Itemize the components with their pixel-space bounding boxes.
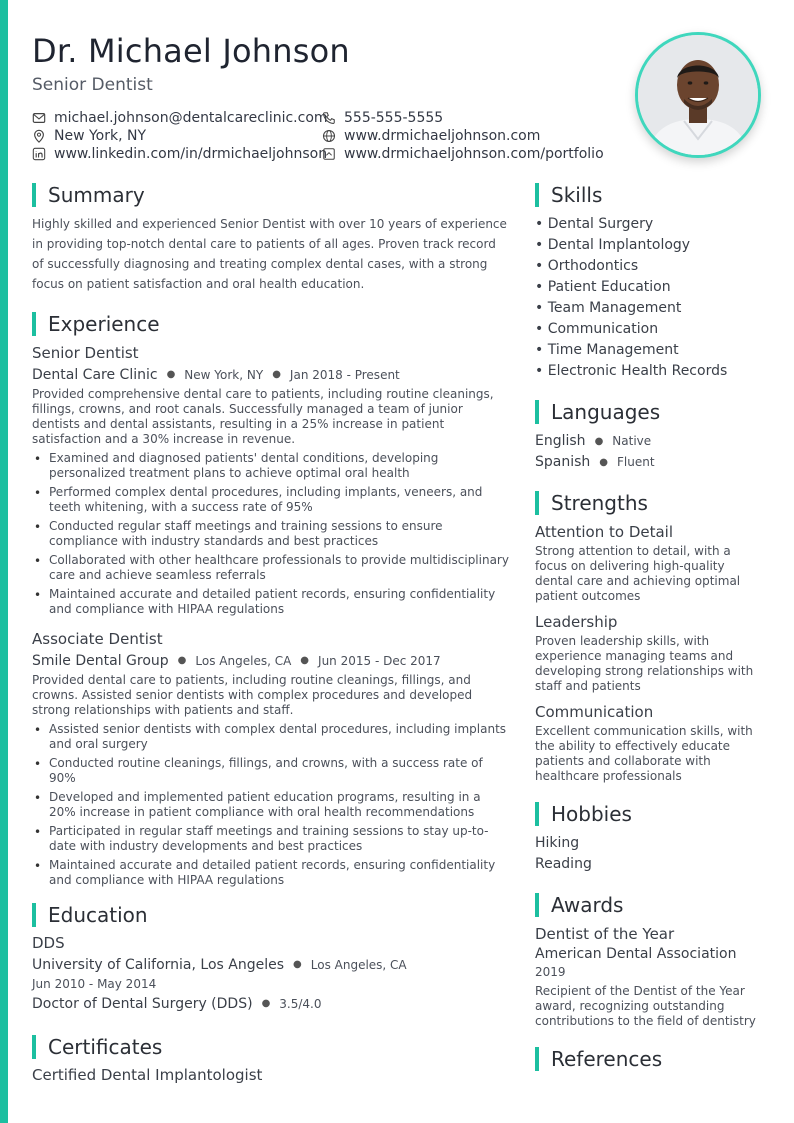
job-company: Smile Dental Group: [32, 652, 169, 669]
summary-title: Summary: [48, 183, 145, 207]
strength-item: [535, 702, 765, 784]
language-level: Fluent: [617, 455, 655, 469]
contact-list: [32, 109, 612, 162]
phone-icon: [322, 111, 336, 125]
heading-accent: [535, 183, 539, 207]
contact-location: [32, 127, 322, 144]
linkedin-text: www.linkedin.com/in/drmichaeljohnson: [54, 145, 328, 162]
heading-accent: [32, 1035, 36, 1059]
portfolio-icon: [322, 147, 336, 161]
heading-accent: [535, 491, 539, 515]
list-item: • Examined and diagnosed patients' dental conditions, developing personalized treatment plans to achieve optimal oral health: [32, 451, 510, 481]
portfolio-text: www.drmichaeljohnson.com/portfolio: [344, 145, 604, 162]
list-item: • Assisted senior dentists with complex dental procedures, including implants and oral surgery: [32, 722, 510, 752]
certificates-title: Certificates: [48, 1035, 163, 1059]
gpa: 3.5/4.0: [279, 996, 322, 1011]
strengths-heading: [535, 490, 765, 516]
heading-accent: [32, 903, 36, 927]
list-item: • Conducted routine cleanings, fillings, and crowns, with a success rate of 90%: [32, 756, 510, 786]
list-item: • Maintained accurate and detailed patient records, ensuring confidentiality and compliance with HIPAA regulations: [32, 858, 510, 888]
languages-title: Languages: [551, 400, 661, 424]
separator-dot: ●: [166, 369, 176, 380]
strength-title: Attention to Detail: [535, 523, 674, 541]
references-title: References: [551, 1047, 663, 1071]
skill-item: • Dental Implantology: [535, 237, 691, 253]
skill-item: • Communication: [535, 321, 659, 337]
school-location: Los Angeles, CA: [310, 957, 407, 972]
job-bullets: [32, 722, 510, 888]
degree-meta: [32, 995, 510, 1012]
separator-dot: ●: [261, 998, 271, 1009]
separator-dot: ●: [177, 655, 187, 666]
languages-heading: [535, 399, 765, 425]
separator-dot: ●: [594, 436, 604, 447]
skill-item: • Time Management: [535, 342, 679, 358]
separator-dot: ●: [300, 655, 310, 666]
job-title: Senior Dentist: [32, 344, 139, 362]
job-dates: Jan 2018 - Present: [289, 367, 400, 382]
list-item: • Performed complex dental procedures, including implants, veneers, and teeth whitening, with a success rate of 95%: [32, 485, 510, 515]
education-title: Education: [48, 903, 148, 927]
list-item: • Conducted regular staff meetings and training sessions to ensure compliance with industry standards and best practices: [32, 519, 510, 549]
strength-item: [535, 522, 765, 604]
hobby-item: Reading: [535, 856, 592, 872]
experience-title: Experience: [48, 312, 160, 336]
email-text: michael.johnson@dentalcareclinic.com: [54, 109, 328, 126]
location-pin-icon: [32, 129, 46, 143]
degree-full: Doctor of Dental Surgery (DDS): [32, 995, 253, 1012]
phone-text: 555-555-5555: [344, 109, 444, 126]
heading-accent: [535, 802, 539, 826]
separator-dot: ●: [293, 959, 302, 970]
globe-icon: [322, 129, 336, 143]
skill-item: • Dental Surgery: [535, 216, 654, 232]
left-column: [32, 182, 510, 1084]
heading-accent: [535, 400, 539, 424]
skills-title: Skills: [551, 183, 603, 207]
location-text: New York, NY: [54, 127, 147, 144]
awards-title: Awards: [551, 893, 624, 917]
strength-description: Proven leadership skills, with experience managing teams and developing strong relationships with staff and patients: [535, 634, 754, 693]
job-entry: [32, 343, 510, 617]
strength-title: Communication: [535, 703, 654, 721]
strength-item: [535, 612, 765, 694]
hobby-item: Hiking: [535, 835, 580, 851]
separator-dot: ●: [599, 457, 609, 468]
certificate-item: Certified Dental Implantologist: [32, 1066, 263, 1084]
strength-description: Excellent communication skills, with the ability to effectively educate patients and collaborate with healthcare professionals: [535, 724, 753, 783]
mail-icon: [32, 111, 46, 125]
education-dates: Jun 2010 - May 2014: [32, 977, 157, 991]
education-heading: [32, 902, 510, 928]
contact-phone[interactable]: [322, 109, 612, 126]
degree-short: DDS: [32, 934, 65, 952]
skill-item: • Orthodontics: [535, 258, 639, 274]
list-item: • Collaborated with other healthcare professionals to provide multidisciplinary care and achieve seamless referrals: [32, 553, 510, 583]
job-bullets: [32, 451, 510, 617]
job-entry: [32, 629, 510, 888]
language-level: Native: [612, 434, 652, 448]
experience-heading: [32, 311, 510, 337]
contact-portfolio[interactable]: [322, 145, 612, 162]
candidate-name: Dr. Michael Johnson: [32, 32, 350, 70]
linkedin-icon: [32, 147, 46, 161]
heading-accent: [32, 312, 36, 336]
job-title: Associate Dentist: [32, 630, 163, 648]
contact-email[interactable]: [32, 109, 328, 126]
school-meta: [32, 956, 510, 973]
contact-website[interactable]: [322, 127, 612, 144]
heading-accent: [32, 183, 36, 207]
award-organization: American Dental Association: [535, 946, 737, 962]
job-description: Provided comprehensive dental care to patients, including routine cleanings, fillings, crowns, and root canals. Successfully managed a team of junior dentists and dental assistants, resulting in a 25% increase in patient satisfaction and a 30% increase in revenue.: [32, 387, 494, 446]
hobbies-heading: [535, 801, 765, 827]
strength-title: Leadership: [535, 613, 618, 631]
award-description: Recipient of the Dentist of the Year award, recognizing outstanding contributions to the field of dentistry: [535, 984, 756, 1028]
skill-item: • Team Management: [535, 300, 682, 316]
heading-accent: [535, 1047, 539, 1071]
skills-heading: [535, 182, 765, 208]
language-item: [535, 452, 765, 473]
job-company: Dental Care Clinic: [32, 366, 158, 383]
job-location: New York, NY: [184, 367, 264, 382]
awards-heading: [535, 892, 765, 918]
list-item: • Maintained accurate and detailed patient records, ensuring confidentiality and compliance with HIPAA regulations: [32, 587, 510, 617]
resume-header: [32, 30, 612, 162]
candidate-title: Senior Dentist: [32, 75, 153, 95]
portrait-illustration: [638, 35, 758, 155]
job-meta: [32, 366, 510, 383]
contact-linkedin[interactable]: [32, 145, 328, 162]
references-heading: [535, 1046, 765, 1072]
language-name: English: [535, 433, 586, 449]
award-item: [535, 924, 765, 1029]
strength-description: Strong attention to detail, with a focus on delivering high-quality dental care and achieving optimal patient outcomes: [535, 544, 741, 603]
left-accent-bar: [0, 0, 8, 1123]
list-item: • Participated in regular staff meetings and training sessions to stay up-to-date with industry developments and best practices: [32, 824, 510, 854]
language-item: [535, 431, 765, 452]
job-description: Provided dental care to patients, including routine cleanings, fillings, and crowns. Assisted senior dentists with complex procedures and developed strong relationships with patients and staff.: [32, 673, 473, 717]
hobbies-title: Hobbies: [551, 802, 632, 826]
language-name: Spanish: [535, 454, 591, 470]
job-meta: [32, 652, 510, 669]
separator-dot: ●: [272, 369, 281, 380]
skills-list: [535, 214, 765, 382]
certificates-heading: [32, 1034, 510, 1060]
award-title: Dentist of the Year: [535, 925, 675, 943]
profile-photo: [635, 32, 761, 158]
job-dates: Jun 2015 - Dec 2017: [318, 653, 441, 668]
heading-accent: [535, 893, 539, 917]
skill-item: • Electronic Health Records: [535, 363, 728, 379]
list-item: • Developed and implemented patient education programs, resulting in a 20% increase in patient compliance with oral health recommendations: [32, 790, 510, 820]
summary-text: Highly skilled and experienced Senior Dentist with over 10 years of experience in providing top-notch dental care to patients of all ages. Proven track record of successfully diagnosing and treating complex dental cases, with a strong focus on patient satisfaction and oral health education.: [32, 217, 507, 291]
right-column: [535, 182, 765, 1078]
job-location: Los Angeles, CA: [195, 653, 292, 668]
strengths-title: Strengths: [551, 491, 648, 515]
award-year: 2019: [535, 965, 566, 979]
website-text: www.drmichaeljohnson.com: [344, 127, 541, 144]
school-name: University of California, Los Angeles: [32, 956, 285, 973]
skill-item: • Patient Education: [535, 279, 671, 295]
summary-heading: [32, 182, 510, 208]
